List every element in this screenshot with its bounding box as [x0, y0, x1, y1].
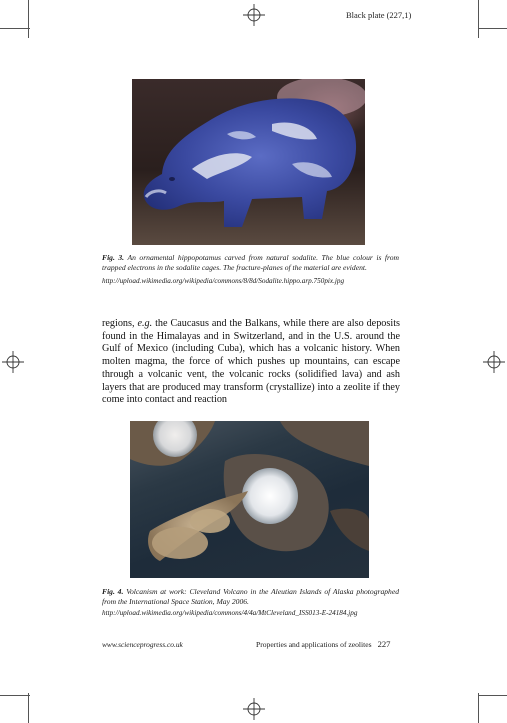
registration-mark-icon — [243, 698, 265, 720]
footer-website[interactable]: www.scienceprogress.co.uk — [102, 640, 183, 649]
figure-4-caption-text: Volcanism at work: Cleveland Volcano in the Aleutian Islands of Alaska photographed from the International Space Station, May 2006. — [102, 587, 400, 607]
crop-mark — [478, 28, 507, 29]
figure-3-source-url[interactable]: http://upload.wikimedia.org/wikipedia/commons/8/8d/Sodalite.hippo.arp.750pix.jpg — [102, 276, 345, 285]
figure-4-caption — [102, 587, 399, 618]
crop-mark — [0, 28, 30, 29]
figure-4-image — [130, 421, 369, 578]
figure-3-label: Fig. 3. — [102, 253, 125, 262]
crop-mark — [0, 695, 30, 696]
figure-4-source-url[interactable]: http://upload.wikimedia.org/wikipedia/commons/4/4a/MtCleveland_ISS013-E-24184.jpg — [102, 608, 358, 617]
crop-mark — [478, 693, 479, 723]
registration-mark-icon — [243, 4, 265, 26]
crop-mark — [28, 693, 29, 723]
crop-mark — [478, 0, 479, 38]
page-number: 227 — [377, 639, 391, 649]
plate-label: Black plate (227,1) — [346, 10, 412, 20]
figure-3-caption — [102, 253, 399, 286]
body-text-start: regions, — [102, 318, 138, 329]
figure-3-image — [132, 79, 365, 245]
registration-mark-icon — [2, 351, 24, 373]
crop-mark — [28, 0, 29, 38]
figure-3-caption-text: An ornamental hippopotamus carved from natural sodalite. The blue colour is from trapped electrons in the sodalite cages. The fracture-planes of the material are evident. — [102, 253, 399, 273]
crop-mark — [478, 695, 507, 696]
running-title: Properties and applications of zeolites — [256, 640, 372, 649]
footer-running-title — [256, 639, 390, 649]
body-text-rest: the Caucasus and the Balkans, while there are also deposits found in the Himalayas and in Switzerland, and in the U.S. around the Gulf of Mexico (including Cuba), which has a volcanic history. When molten magma, the force of which pushes up mountains, can escape through a volcanic vent, the volcanic rocks (solidified lava) and ash layers that are produced may transform (crystallize) into a zeolite if they come into contact and reaction — [102, 318, 400, 406]
body-text-eg: e.g. — [137, 318, 153, 329]
figure-4-label: Fig. 4. — [102, 587, 124, 596]
registration-mark-icon — [483, 351, 505, 373]
body-paragraph — [102, 318, 400, 407]
